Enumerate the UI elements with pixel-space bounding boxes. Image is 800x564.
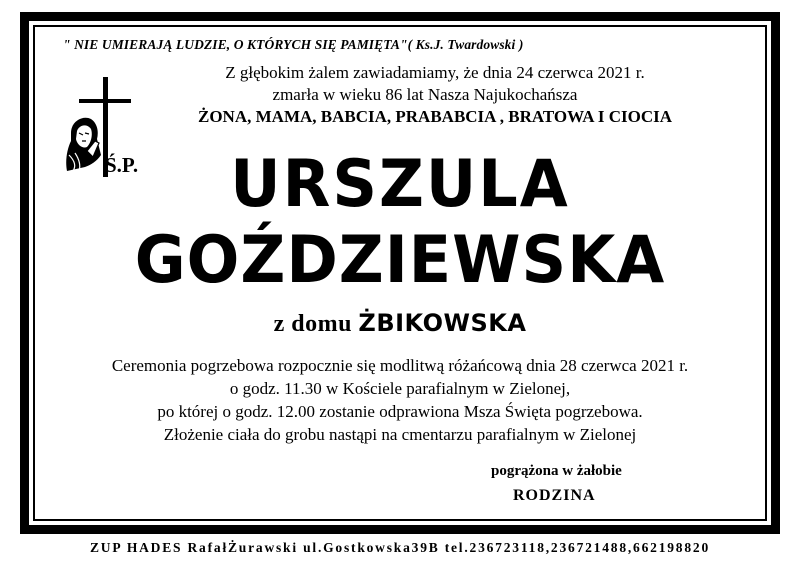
sp-abbreviation: Ś.P. (105, 153, 139, 177)
deceased-first-name: URSZULA (230, 145, 570, 222)
maiden-name: ŻBIKOWSKA (358, 309, 527, 337)
maiden-name-line (29, 309, 771, 338)
maiden-prefix: z domu (273, 311, 352, 337)
mourning-label: pogrążona w żałobie (491, 463, 622, 479)
obituary-frame (20, 12, 780, 534)
family-relations: ŻONA, MAMA, BABCIA, PRABABCIA , BRATOWA I CIOCIA (198, 107, 672, 126)
ceremony-line-3: po której o godz. 12.00 zostanie odprawiona Msza Święta pogrzebowa. (157, 402, 643, 421)
deceased-last-name: GOŹDZIEWSKA (134, 221, 666, 298)
ceremony-line-2: o godz. 11.30 w Kościele parafialnym w Zielonej, (229, 379, 571, 398)
funeral-home-footer: ZUP HADES RafałŻurawski ul.Gostkowska39B tel.236723118,236721488,662198820 (89, 540, 710, 555)
family-signature: RODZINA (513, 487, 596, 504)
announcement-line-2: zmarła w wieku 86 lat Nasza Najukochańsza (272, 85, 578, 104)
ceremony-line-4: Złożenie ciała do grobu nastąpi na cmentarzu parafialnym w Zielonej (163, 425, 637, 444)
memorial-quote: " NIE UMIERAJĄ LUDZIE, O KTÓRYCH SIĘ PAMIĘTA"( Ks.J. Twardowski ) (63, 37, 524, 52)
announcement-line-1: Z głębokim żalem zawiadamiamy, że dnia 24 czerwca 2021 r. (225, 63, 645, 82)
ceremony-line-1: Ceremonia pogrzebowa rozpocznie się modlitwą różańcową dnia 28 czerwca 2021 r. (111, 356, 689, 375)
